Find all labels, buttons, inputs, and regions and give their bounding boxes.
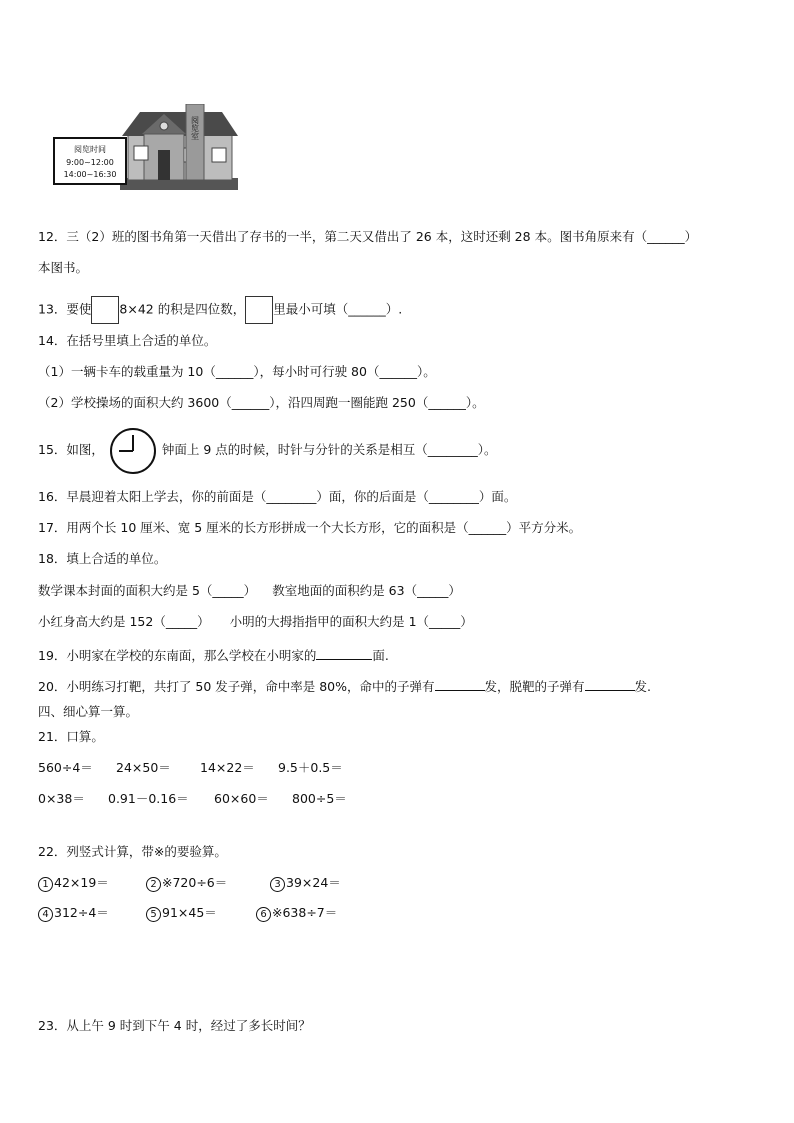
q18-title: 18．填上合适的单位。	[38, 551, 167, 566]
mental-calc-item: 9.5＋0.5＝	[278, 760, 343, 775]
q20	[38, 677, 651, 695]
written-calc-item: 39×24＝	[286, 875, 341, 890]
section-heading: 四、细心算一算。	[38, 704, 139, 719]
q12-line1: 12．三（2）班的图书角第一天借出了存书的一半，第二天又借出了 26 本，这时还剩 28 本。图书角原来有（______）	[38, 229, 698, 244]
q20-part-c: 发.	[634, 679, 652, 694]
item-number: 1	[38, 877, 53, 892]
q13-part-a: 13．要使	[38, 301, 92, 317]
q19	[38, 646, 389, 664]
q16: 16．早晨迎着太阳上学去，你的前面是（________）面，你的后面是（________）面。	[38, 489, 517, 504]
q19-part-b: 面.	[372, 648, 389, 663]
q21-title: 21．口算。	[38, 729, 104, 744]
mental-calc-item: 0.91－0.16＝	[108, 791, 189, 806]
sign-time-morning: 9:00~12:00	[66, 158, 114, 167]
sign-time-afternoon: 14:00~16:30	[63, 170, 117, 179]
mental-calc-item: 560÷4＝	[38, 760, 93, 775]
written-calc-item: 312÷4＝	[54, 905, 109, 920]
sign-title: 阅览时间	[74, 145, 106, 154]
answer-blank[interactable]	[316, 646, 372, 660]
q19-part-a: 19．小明家在学校的东南面，那么学校在小明家的	[38, 648, 317, 663]
q18-row2	[38, 614, 473, 630]
q18-item-a: 数学课本封面的面积大约是 5（_____）	[38, 583, 257, 598]
item-number: 4	[38, 907, 53, 922]
written-calc-item: 91×45＝	[162, 905, 217, 920]
mental-calc-item: 0×38＝	[38, 791, 85, 806]
clock-icon	[108, 427, 158, 475]
q20-part-b: 发，脱靶的子弹有	[484, 679, 585, 694]
building-label: 阅览室	[190, 116, 200, 140]
answer-blank[interactable]	[435, 677, 485, 691]
q15-part-a: 15．如图，	[38, 442, 104, 457]
q15	[38, 426, 497, 476]
mental-calc-item: 24×50＝	[116, 760, 171, 775]
q18-item-d: 小明的大拇指指甲的面积大约是 1（_____）	[229, 614, 473, 629]
q15-part-b: 钟面上 9 点的时候，时针与分针的关系是相互（________）。	[161, 442, 497, 457]
mental-calc-item: 14×22＝	[200, 760, 255, 775]
q14-title: 14．在括号里填上合适的单位。	[38, 333, 217, 348]
q14-part2: （2）学校操场的面积大约 3600（______），沿四周跑一圈能跑 250（______）。	[38, 395, 485, 410]
mental-calc-item: 800÷5＝	[292, 791, 347, 806]
item-number: 5	[146, 907, 161, 922]
written-calc-item: ※720÷6＝	[162, 875, 228, 890]
q18-item-c: 小红身高大约是 152（_____）	[38, 614, 210, 629]
q18-item-b: 教室地面的面积约是 63（_____）	[272, 583, 461, 598]
item-number: 3	[270, 877, 285, 892]
q22-title: 22．列竖式计算，带※的要验算。	[38, 844, 227, 859]
q20-part-a: 20．小明练习打靶，共打了 50 发子弹，命中率是 80%，命中的子弹有	[38, 679, 435, 694]
mental-calc-item: 60×60＝	[214, 791, 269, 806]
q13	[38, 296, 402, 324]
answer-box[interactable]	[91, 296, 119, 324]
q14-part1: （1）一辆卡车的载重量为 10（______），每小时可行驶 80（______）。	[38, 364, 436, 379]
reading-room-illustration	[50, 104, 240, 194]
q17: 17．用两个长 10 厘米、宽 5 厘米的长方形拼成一个大长方形，它的面积是（______）平方分米。	[38, 520, 582, 535]
answer-box[interactable]	[245, 296, 273, 324]
answer-blank[interactable]	[585, 677, 635, 691]
q18-row1	[38, 583, 461, 599]
q13-part-b: 8×42 的积是四位数，	[119, 301, 246, 317]
written-calc-item: ※638÷7＝	[272, 905, 338, 920]
item-number: 6	[256, 907, 271, 922]
q12-line2: 本图书。	[38, 260, 89, 275]
q13-part-c: 里最小可填（______）.	[273, 301, 403, 317]
written-calc-item: 42×19＝	[54, 875, 109, 890]
q23: 23．从上午 9 时到下午 4 时，经过了多长时间？	[38, 1018, 311, 1033]
item-number: 2	[146, 877, 161, 892]
